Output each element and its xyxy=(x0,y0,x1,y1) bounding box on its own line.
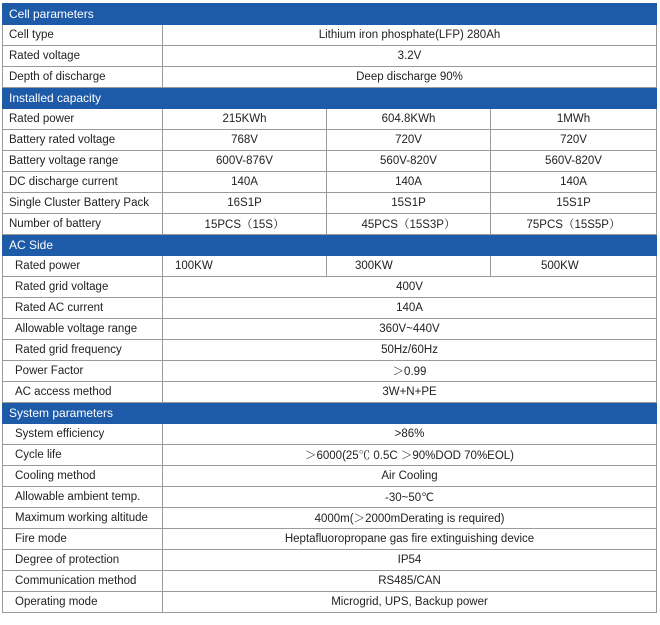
row-value: ＞6000(25℃ 0.5C ＞90%DOD 70%EOL) xyxy=(163,445,657,466)
row-label: Communication method xyxy=(3,571,163,592)
row-value: 600V-876V xyxy=(163,151,327,172)
table-row xyxy=(3,571,657,592)
row-value: 500KW xyxy=(491,256,657,277)
row-value: ＞0.99 xyxy=(163,361,657,382)
table-row xyxy=(3,25,657,46)
table-row xyxy=(3,466,657,487)
section-header-ac-side xyxy=(3,235,657,256)
section-header-fill xyxy=(163,88,657,109)
row-label: Rated power xyxy=(3,256,163,277)
row-value: 1MWh xyxy=(491,109,657,130)
section-header-cell-parameters xyxy=(3,4,657,25)
row-value: 720V xyxy=(327,130,491,151)
row-value: 215KWh xyxy=(163,109,327,130)
row-label: Allowable ambient temp. xyxy=(3,487,163,508)
table-row xyxy=(3,256,657,277)
row-label: Number of battery xyxy=(3,214,163,235)
table-row xyxy=(3,529,657,550)
row-label: Cell type xyxy=(3,25,163,46)
table-row xyxy=(3,172,657,193)
table-row xyxy=(3,130,657,151)
section-title: Installed capacity xyxy=(3,88,163,109)
section-header-system-parameters xyxy=(3,403,657,424)
row-value: 140A xyxy=(491,172,657,193)
row-value: 768V xyxy=(163,130,327,151)
row-value: 15S1P xyxy=(491,193,657,214)
table-row xyxy=(3,424,657,445)
row-value: Air Cooling xyxy=(163,466,657,487)
row-value: Microgrid, UPS, Backup power xyxy=(163,592,657,613)
section-title: AC Side xyxy=(3,235,163,256)
row-value: 15PCS（15S） xyxy=(163,214,327,235)
section-header-fill xyxy=(163,235,657,256)
row-value: 560V-820V xyxy=(491,151,657,172)
row-label: Fire mode xyxy=(3,529,163,550)
section-header-fill xyxy=(163,403,657,424)
table-row xyxy=(3,298,657,319)
table-row xyxy=(3,361,657,382)
table-row xyxy=(3,487,657,508)
table-row xyxy=(3,340,657,361)
row-value: 140A xyxy=(163,298,657,319)
row-value: 140A xyxy=(163,172,327,193)
row-value: 604.8KWh xyxy=(327,109,491,130)
row-value: 360V~440V xyxy=(163,319,657,340)
section-title: System parameters xyxy=(3,403,163,424)
row-label: Rated grid frequency xyxy=(3,340,163,361)
row-label: Operating mode xyxy=(3,592,163,613)
row-label: Battery voltage range xyxy=(3,151,163,172)
table-row xyxy=(3,508,657,529)
row-value: 3W+N+PE xyxy=(163,382,657,403)
row-label: Rated power xyxy=(3,109,163,130)
row-value: 300KW xyxy=(327,256,491,277)
row-value: IP54 xyxy=(163,550,657,571)
row-value: 400V xyxy=(163,277,657,298)
table-row xyxy=(3,109,657,130)
row-value: 100KW xyxy=(163,256,327,277)
table-row xyxy=(3,592,657,613)
row-label: Maximum working altitude xyxy=(3,508,163,529)
row-value: 16S1P xyxy=(163,193,327,214)
row-value: 45PCS（15S3P） xyxy=(327,214,491,235)
row-label: Battery rated voltage xyxy=(3,130,163,151)
row-label: Depth of discharge xyxy=(3,67,163,88)
row-label: Allowable voltage range xyxy=(3,319,163,340)
row-value: 4000m(＞2000mDerating is required) xyxy=(163,508,657,529)
row-value: RS485/CAN xyxy=(163,571,657,592)
section-header-installed-capacity xyxy=(3,88,657,109)
row-value: 560V-820V xyxy=(327,151,491,172)
section-title: Cell parameters xyxy=(3,4,163,25)
row-value: Deep discharge 90% xyxy=(163,67,657,88)
row-label: AC access method xyxy=(3,382,163,403)
row-value: 15S1P xyxy=(327,193,491,214)
row-value: >86% xyxy=(163,424,657,445)
section-header-fill xyxy=(163,4,657,25)
row-label: Rated grid voltage xyxy=(3,277,163,298)
row-value: 50Hz/60Hz xyxy=(163,340,657,361)
row-label: DC discharge current xyxy=(3,172,163,193)
row-label: Single Cluster Battery Pack xyxy=(3,193,163,214)
table-row xyxy=(3,550,657,571)
row-label: Rated AC current xyxy=(3,298,163,319)
row-label: System efficiency xyxy=(3,424,163,445)
spec-sheet xyxy=(2,3,656,613)
row-value: -30~50℃ xyxy=(163,487,657,508)
row-label: Rated voltage xyxy=(3,46,163,67)
table-row xyxy=(3,277,657,298)
row-value: Lithium iron phosphate(LFP) 280Ah xyxy=(163,25,657,46)
row-label: Cooling method xyxy=(3,466,163,487)
row-value: Heptafluoropropane gas fire extinguishing device xyxy=(163,529,657,550)
table-row xyxy=(3,214,657,235)
row-label: Degree of protection xyxy=(3,550,163,571)
table-row xyxy=(3,445,657,466)
specification-table xyxy=(2,3,657,613)
row-value: 140A xyxy=(327,172,491,193)
table-row xyxy=(3,67,657,88)
table-row xyxy=(3,193,657,214)
table-row xyxy=(3,382,657,403)
row-label: Cycle life xyxy=(3,445,163,466)
table-row xyxy=(3,151,657,172)
row-value: 720V xyxy=(491,130,657,151)
table-row xyxy=(3,319,657,340)
row-value: 3.2V xyxy=(163,46,657,67)
row-label: Power Factor xyxy=(3,361,163,382)
row-value: 75PCS（15S5P） xyxy=(491,214,657,235)
table-row xyxy=(3,46,657,67)
